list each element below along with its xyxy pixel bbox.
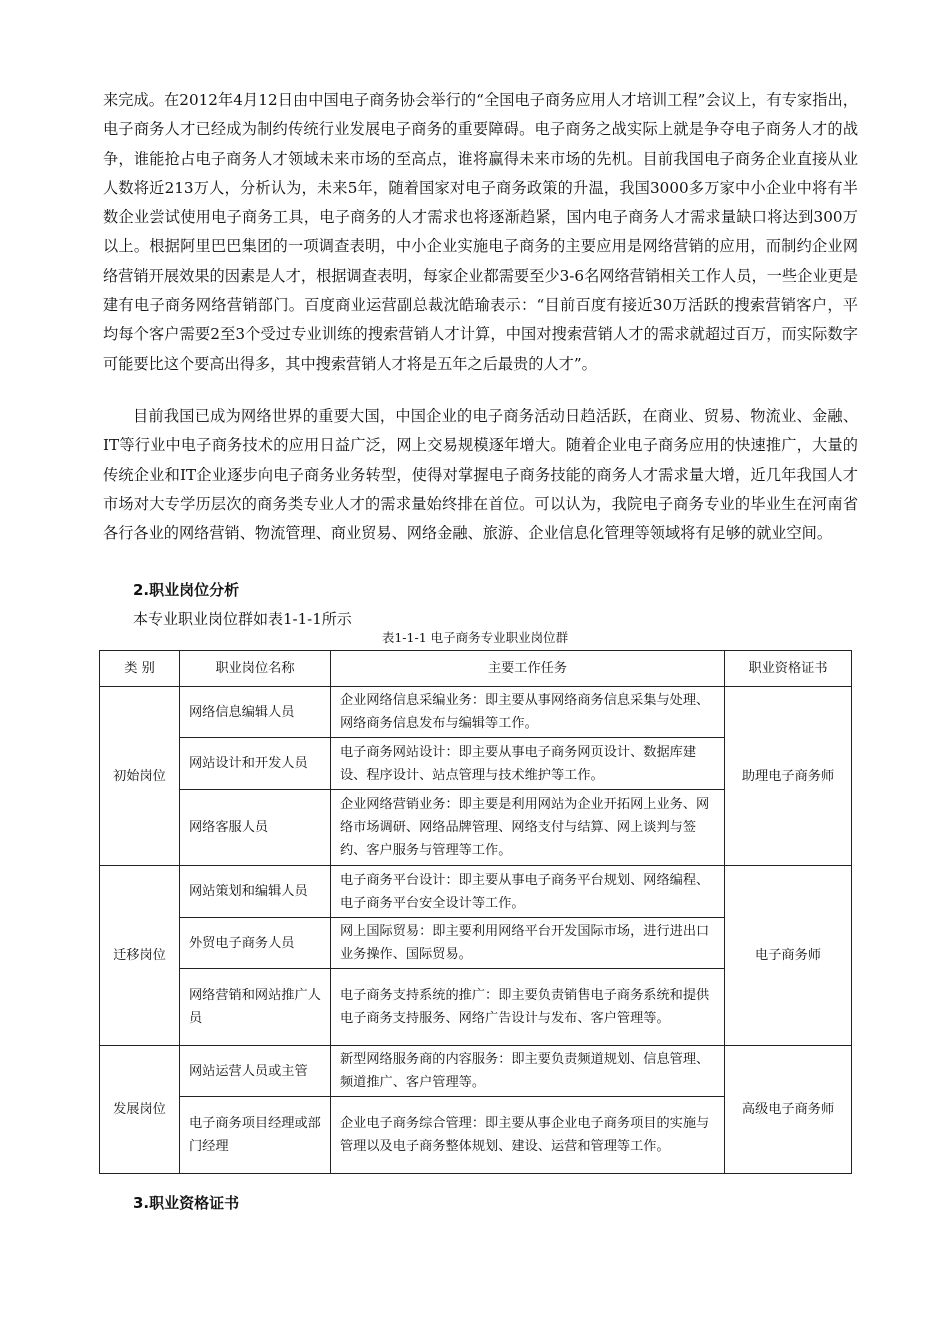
table-row <box>100 687 852 738</box>
category-cell: 发展岗位 <box>100 1045 180 1173</box>
header-certificate: 职业资格证书 <box>725 651 852 687</box>
job-title-cell: 网络信息编辑人员 <box>180 687 331 738</box>
paragraph-talent-demand: 来完成。在2012年4月12日由中国电子商务协会举行的“全国电子商务应用人才培训工程”会议上，有专家指出，电子商务人才已经成为制约传统行业发展电子商务的重要障碍。电子商务之战实际上就是争夺电子商务人才的战争，谁能抢占电子商务人才领域未来市场的至高点，谁将赢得未来市场的先机。目前我国电子商务企业直接从业人数将近213万人，分析认为，未来5年，随着国家对电子商务政策的升温，我国3000多万家中小企业中将有半数企业尝试使用电子商务工具，电子商务的人才需求也将逐渐趋紧，国内电子商务人才需求量缺口将达到300万以上。根据阿里巴巴集团的一项调查表明，中小企业实施电子商务的主要应用是网络营销的应用，而制约企业网络营销开展效果的因素是人才，根据调查表明，每家企业都需要至少3-6名网络营销相关工作人员，一些企业更是建有电子商务网络营销部门。百度商业运营副总裁沈皓瑜表示：“目前百度有接近30万活跃的搜索营销客户，平均每个客户需要2至3个受过专业训练的搜索营销人才计算，中国对搜索营销人才的需求就超过百万，而实际数字可能要比这个要高出得多，其中搜索营销人才将是五年之后最贵的人才”。 <box>103 91 858 373</box>
job-task-cell: 新型网络服务商的内容服务：即主要负责频道规划、信息管理、频道推广、客户管理等。 <box>331 1045 725 1096</box>
table-row <box>100 1045 852 1096</box>
job-task-cell: 电子商务支持系统的推广：即主要负责销售电子商务系统和提供电子商务支持服务、网络广告设计与发布、客户管理等。 <box>331 969 725 1046</box>
table-header-row <box>100 651 852 687</box>
job-task-cell: 网上国际贸易：即主要利用网络平台开发国际市场，进行进出口业务操作、国际贸易。 <box>331 917 725 968</box>
job-task-cell: 电子商务平台设计：即主要从事电子商务平台规划、网络编程、电子商务平台安全设计等工作。 <box>331 866 725 917</box>
header-category: 类 别 <box>100 651 180 687</box>
job-title-cell: 网站策划和编辑人员 <box>180 866 331 917</box>
table-row <box>100 866 852 917</box>
job-title-cell: 网络客服人员 <box>180 789 331 866</box>
category-cell: 初始岗位 <box>100 687 180 866</box>
header-main-tasks: 主要工作任务 <box>331 651 725 687</box>
table-intro-text: 本专业职业岗位群如表1-1-1所示 <box>133 610 352 628</box>
job-task-cell: 企业电子商务综合管理：即主要从事企业电子商务项目的实施与管理以及电子商务整体规划、建设、运营和管理等工作。 <box>331 1097 725 1174</box>
job-title-cell: 网络营销和网站推广人员 <box>180 969 331 1046</box>
job-task-cell: 企业网络信息采编业务：即主要从事网络商务信息采集与处理、网络商务信息发布与编辑等工作。 <box>331 687 725 738</box>
category-cell: 迁移岗位 <box>100 866 180 1045</box>
section-heading-certificates: 3.职业资格证书 <box>133 1194 240 1212</box>
table-caption: 表1-1-1 电子商务专业职业岗位群 <box>381 630 569 645</box>
job-title-cell: 网站设计和开发人员 <box>180 738 331 789</box>
job-task-cell: 企业网络营销业务：即主要是利用网站为企业开拓网上业务、网络市场调研、网络品牌管理、网络支付与结算、网上谈判与签约、客户服务与管理等工作。 <box>331 789 725 866</box>
job-title-cell: 电子商务项目经理或部门经理 <box>180 1097 331 1174</box>
certificate-cell: 电子商务师 <box>725 866 852 1045</box>
certificate-cell: 助理电子商务师 <box>725 687 852 866</box>
job-task-cell: 电子商务网站设计：即主要从事电子商务网页设计、数据库建设、程序设计、站点管理与技术维护等工作。 <box>331 738 725 789</box>
job-title-cell: 外贸电子商务人员 <box>180 917 331 968</box>
certificate-cell: 高级电子商务师 <box>725 1045 852 1173</box>
paragraph-ecommerce-development: 目前我国已成为网络世界的重要大国，中国企业的电子商务活动日趋活跃，在商业、贸易、物流业、金融、IT等行业中电子商务技术的应用日益广泛，网上交易规模逐年增大。随着企业电子商务应用的快速推广，大量的传统企业和IT企业逐步向电子商务业务转型，使得对掌握电子商务技能的商务人才需求量大增，近几年我国人才市场对大专学历层次的商务类专业人才的需求量始终排在首位。可以认为，我院电子商务专业的毕业生在河南省各行各业的网络营销、物流管理、商业贸易、网络金融、旅游、企业信息化管理等领域将有足够的就业空间。 <box>103 407 858 543</box>
header-job-title: 职业岗位名称 <box>180 651 331 687</box>
job-positions-table <box>99 650 852 1174</box>
section-heading-job-analysis: 2.职业岗位分析 <box>133 581 240 599</box>
job-title-cell: 网站运营人员或主管 <box>180 1045 331 1096</box>
